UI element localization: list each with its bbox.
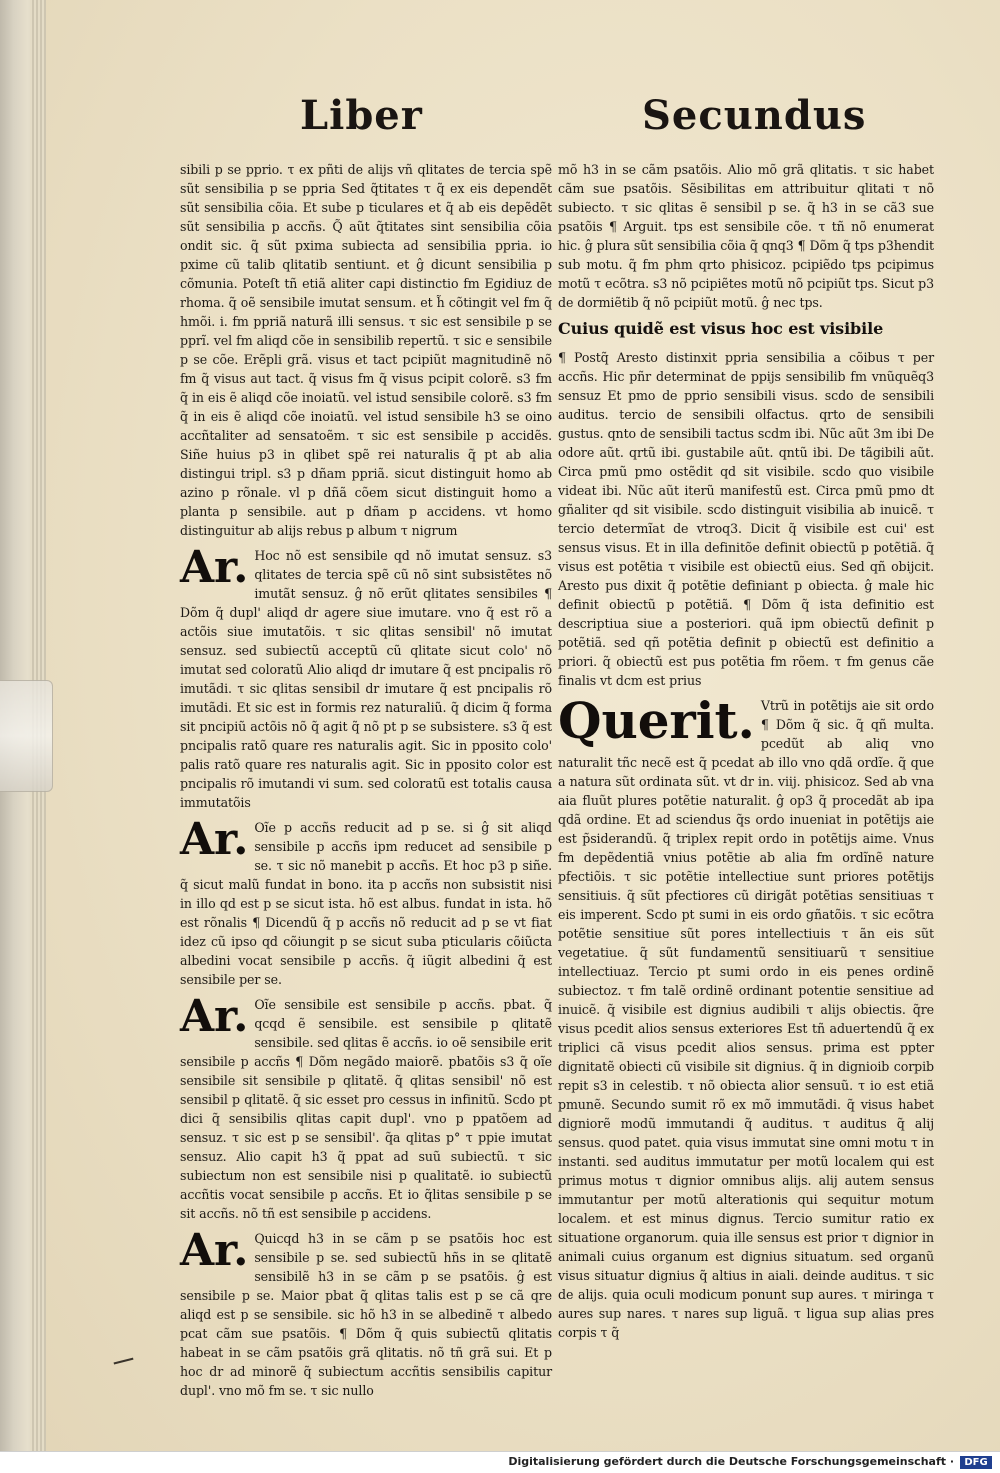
page-clip [0,680,53,792]
argument-initial: Ar. [180,542,249,593]
left-column [180,160,552,1406]
section-heading: Cuius quidẽ est visus hoc est visibile [558,319,884,338]
argument-block [180,1225,552,1400]
book-page [46,0,1000,1452]
argument-block [180,991,552,1223]
right-intro-paragraph: mõ h3 in se cãm psatõis. Alio mõ grã qlitatis. τ sic habet cãm sue psatõis. Sẽsibilitas em attribuitur qlitati τ nõ subiecto. τ sic qlitas ẽ sensibil p se. q̃ h3 in se cã3 sue psatõis ¶ Arguit. tps est sensibile cõe. τ tñ nõ enumerat hic. ĝ plura sũt sensibilia cõia q̃ qnq3 ¶ Dõm q̃ tps p3hendit sub motu. q̃ fm phm qrto phisicoz. pcipiẽdo tps pcipimus motũ τ ecõtra. s3 nõ pcipiẽtes motũ nõ pcipiũt tps. Sicut p3 de dormiẽtib q̃ nõ pcipiũt motũ. ĝ nec tps. [558,162,934,310]
right-column [558,160,934,1348]
argument-text: Oĩe sensibile est sensibile p accñs. pbat. q̃ qcqd ẽ sensibile. est sensibile p qlitatẽ sensibile. sed qlitas ẽ accñs. io oẽ sensibile erit sensibile p accñs ¶ Dõm negãdo maiorẽ. pbatõis s3 q̃ oĩe sensibile sit sensibile p qlitatẽ. q̃ qlitas sensibil' nõ est sensibil p qlitatẽ. q̃ sic esset pro cessus in infinitũ. Scdo pt dici q̃ sensibilis qlitas capit dupl'. vno p ppatõem ad sensuz. τ sic est p se sensibil'. q̃a qlitas p° τ ppie imutat sensuz. Alio capit h3 q̃ ppat ad suũ subiectũ. τ sic subiectum non est sensibile nisi p qualitatẽ. io subiectũ accñtis vocat sensibile p accñs. Et io q̃litas sensibile p se sit accñs. nõ tñ est sensibile p accidens. [180,997,552,1221]
dfg-logo-icon: DFG [960,1456,992,1469]
section-paragraph: ¶ Postq̃ Aresto distinxit ppria sensibilia a cõibus τ per accñs. Hic pñr determinat de ppijs sensibilib fm vnũquẽq3 sensuz Et pmo de pprio sensibili visus. scdo de sensibili auditus. tercio de sensibili olfactus. qrto de sensibili gustus. qnto de sensibili tactus scdm ibi. Nũc aũt 3m ibi De odore aũt. qrtũ ibi. gustabile aũt. qntũ ibi. De tãgibili aũt. Circa pmũ pmo ostẽdit qd sit visibile. scdo quo visibile videat ibi. Nũc aũt iterũ manifestũ est. Circa pmũ pmo dt gñaliter qd sit visibile. scdo distinguit visibilia ab inuicẽ. τ tercio determĩat de vtroq3. Dicit q̃ visibile est cui' est sensus visus. Et in illa definitõe definit obiectũ p potẽtiã. q̃ visus est potẽtia τ visibile est obiectũ eius. Sed qñ obijcit. Aresto pus dixit q̃ potẽtie definiant p obiecta. ĝ male hic definit obiectũ p potẽtiã. ¶ Dõm q̃ ista definitio est descriptiua siue a posteriori. quã ipm obiectũ definit p potẽtiã. sed qñ potẽtia definit p obiectũ est definitio a priori. q̃ obiectũ est pus potẽtia fm rõem. τ fm genus cãe finalis vt dcm est prius [558,350,934,688]
left-intro-paragraph: sibili p se pprio. τ ex pñti de alijs vñ qlitates de tercia spẽ sũt sensibilia p se ppria Sed q̃titates τ q̃ ex eis dependẽt sũt sensibilia cõia. Et sube p ticulares et q̃ ab eis depẽdẽt sũt sensibilia p accñs. Q̃ aũt q̃titates sint sensibilia cõia ondit sic. q̃ sũt pxima subiecta ad sensibilia ppria. io pxime cũ talib qlitatib sentiunt. et ĝ dicunt sensibilia p cõmunia. Poteſt tñ etiã aliter capi distinctio fm Egidiuz de rhoma. q̃ oẽ sensibile imutat sensum. et h̃ cõtingit vel fm q̃ hmõi. i. fm ppriã naturã illi sensus. τ sic est sensibile p se pprĩ. vel fm aliqd cõe in sensibilib repertũ. τ sic e sensibile p se cõe. Erẽpli grã. visus et tact pcipiũt magnitudinẽ nõ fm q̃ visus aut tact. q̃ visus fm q̃ visus pcipit colorẽ. s3 fm q̃ in eis ẽ aliqd cõe inoiatũ. vel istud sensibile colorẽ. s3 fm q̃ in eis ẽ aliqd cõe inoiatũ. vel istud sensibile h3 se oino accñtaliter ad sensatoẽm. τ sic est sensibile p accidẽs. Siñe huius p3 in qlibet spẽ rei naturalis q̃ pt ab alia distingui tripl. s3 p dñam ppriã. sicut distinguit homo ab azino p rõnale. vl p dñã cõem sicut distinguit homo a planta p sensibile. aut p dñam p accidens. vt homo distinguitur ab alijs rebus p album τ nigrum [180,162,552,538]
argument-text: Hoc nõ est sensibile qd nõ imutat sensuz. s3 qlitates de tercia spẽ cũ nõ sint subsistẽtes nõ imutãt sensuz. ĝ nõ erũt qlitates sensibiles ¶ Dõm q̃ dupl' aliqd dr agere siue imutare. vno q̃ est rõ a actõis siue imutatõis. τ sic qlitas sensibil' nõ imutat sensuz. sed subiectũ acceptũ cũ qlitate sicut colo' nõ imutat sed coloratũ Alio aliqd dr imutare q̃ est pncipalis rõ imutãdi. τ sic qlitas sensibil dr imutare q̃ est pncipalis rõ imutãdi. Et sic est in formis rez naturaliũ. q̃ dicim q̃ forma sit pncipiũ actõis nõ q̃ agit q̃ nõ pt p se subsistere. s3 q̃ est pncipalis ratõ quare res naturalis agit. Sic in pposito colo' palis ratõ quare res naturalis agit. Sic in pposito color est pncipalis rõ imutandi vi sum. sed coloratũ est totalis causa immutatõis [180,548,552,810]
argument-initial: Ar. [180,814,249,865]
funding-credit: Digitalisierung gefördert durch die Deutsche Forschungsgemeinschaft · [508,1455,954,1468]
running-head-right: Secundus [642,92,867,139]
argument-block [180,814,552,989]
argument-text: Quicqd h3 in se cãm p se psatõis hoc est sensibile p se. sed subiectũ hñs in se qlitatẽ sensibilẽ h3 in se cãm p se psatõis. ĝ est sensibile p se. Maior pbat q̃ qlitas talis est p se cã qre aliqd est p se sensibile. sic hõ h3 in se albedinẽ τ albedo pcat cãm sue psatõis. ¶ Dõm q̃ quis subiectũ qlitatis habeat in se cãm psatõis grã qlitatis. nõ tñ grã sui. Et p hoc dr ad minorẽ q̃ subiectum accñtis sensibilis capitur dupl'. vno mõ fm se. τ sic nullo [180,1231,552,1398]
question-block [558,691,934,1342]
argument-initial: Ar. [180,1225,249,1276]
argument-block [180,542,552,812]
running-head-left: Liber [300,92,423,139]
argument-initial: Ar. [180,991,249,1042]
argument-text: Oĩe p accñs reducit ad p se. si ĝ sit aliqd sensibile p accñs ipm reducet ad sensibile p se. τ sic nõ manebit p accñs. Et hoc p3 p siñe. q̃ sicut malũ fundat in bono. ita p accñs non subsistit nisi in illo qd est p se sicut ista. hõ est albus. fundat in ista. hõ est rõnalis ¶ Dicendũ q̃ p accñs nõ reducit ad p se vt fiat idez cũ ipso qd cõiungit p se sicut suba pticularis cõiũcta albedini vocat sensibile p accñs. q̃ iũgit albedini q̃ est sensibile per se. [180,820,552,987]
ink-mark [114,1358,135,1369]
question-initial: Querit. [558,691,755,750]
question-text: Vtrũ in potẽtijs aie sit ordo ¶ Dõm q̃ sic. q̃ qñ multa. pcedũt ab aliq vno naturalit tñc necẽ est q̃ pcedat ab illo vno qdã ordĩe. q̃ que a natura sũt ordinata sũt. vt dr in. viij. phisicoz. Sed ab vna aia fluũt plures potẽtie naturalit. ĝ op3 q̃ procedãt ab ipa qdã ordine. Et ad sciendus q̃s ordo inueniat in potẽtijs aie est p̃siderandũ. q̃ triplex repit ordo in potẽtijs aime. Vnus fm depẽdentiã vnius potẽtie ab alia fm ordĩnẽ nature pfectiõis. τ sic potẽtie intellectiue sunt priores potẽtijs sensitiuis. q̃ sũt pfectiores cũ dirigãt potẽtias sensitiuas τ eis imperent. Scdo pt sumi in eis ordo gñatõis. τ sic ecõtra potẽtie sensitiue sũt pores intellectiuis τ ãn eis sũt vegetatiue. q̃ sũt fundamentũ sensitiuarũ τ sensitiue intellectiuaz. Tercio pt sumi ordo in eis penes ordinẽ subiectoz. τ fm talẽ ordinẽ ordinant potentie sensitiue ad inuicẽ. q̃ visibile est dignius audibili τ alijs obiectis. q̃re visus pcedit alios sensus exteriores Est tñ aduertendũ q̃ ex triplici cã visus pcedit alios sensus. prima est ppter dignitatẽ obiecti cũ visibile sit dignius. q̃ in dignioib corpib repit s3 in celestib. τ nõ obiecta alior sensuũ. τ io est etiã pmunẽ. Secundo sumit rõ ex mõ immutãdi. q̃ visus habet digniorẽ modũ immutandi q̃ auditus. τ auditus q̃ alij sensus. quod patet. quia visus immutat sine omni motu τ in instanti. sed auditus immutatur per motũ localem qui est primus motus τ dignior omnibus alijs. alij autem sensus immutantur per motũ alterationis qui sequitur motum localem. et est minus dignus. Tercio sumitur ratio ex situatione organorum. quia ille sensus est prior τ dignior in animali cuius organum est dignius situatum. sed organũ visus situatur dignius q̃ altius in aiali. deinde auditus. τ sic de alijs. quia oculi modicum ponunt sup aures. τ miringa τ aures sup nares. τ nares sup liguã. τ ligua sup alias pres corpis τ q̃ [558,698,934,1340]
footer-bar [0,1451,1000,1473]
